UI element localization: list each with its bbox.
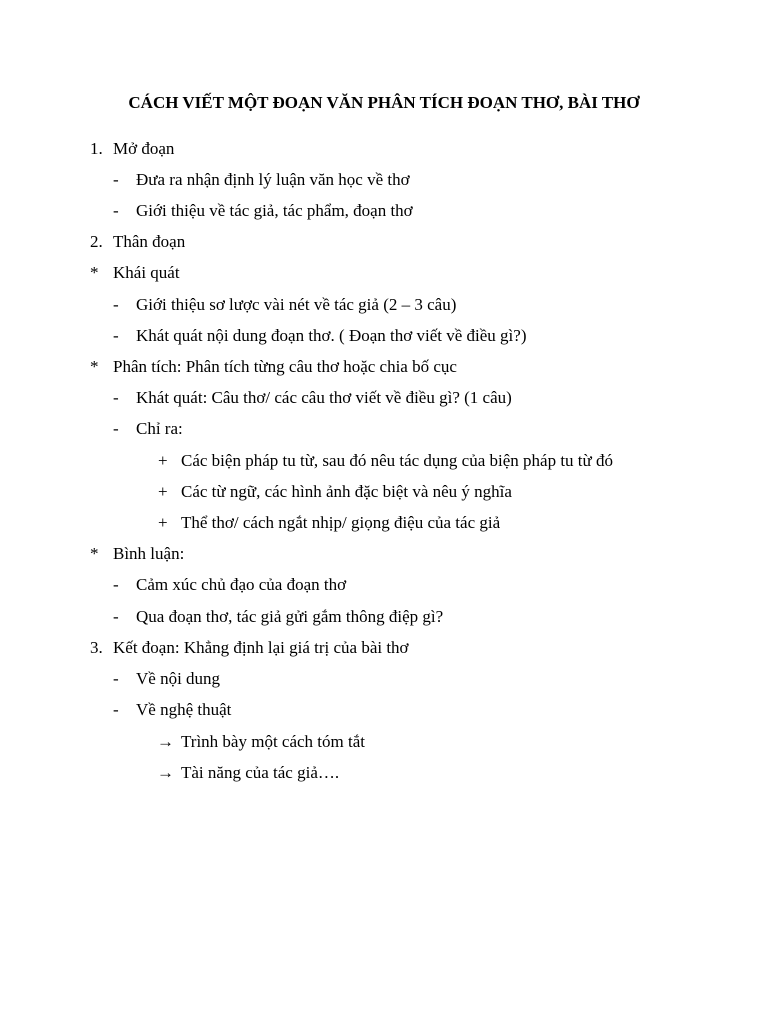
subheading-item: Phân tích: Phân tích từng câu thơ hoặc chia bố cục	[113, 357, 457, 376]
list-item: Khát quát: Câu thơ/ các câu thơ viết về điều gì? (1 câu)	[136, 388, 512, 407]
arrow-icon: →	[157, 732, 174, 751]
list-item: Giới thiệu về tác giả, tác phẩm, đoạn thơ	[136, 201, 413, 220]
heading-item: Mở đoạn	[113, 139, 175, 158]
list-marker: +	[158, 513, 168, 532]
list-marker: *	[90, 263, 99, 282]
list-item: Thể thơ/ cách ngắt nhịp/ giọng điệu của tác giả	[181, 513, 501, 532]
list-item: Trình bày một cách tóm tắt	[181, 732, 365, 751]
list-item: Các biện pháp tu từ, sau đó nêu tác dụng của biện pháp tu từ đó	[181, 451, 613, 470]
list-item: Tài năng của tác giả….	[181, 763, 340, 782]
list-marker: -	[113, 170, 119, 189]
list-marker: +	[158, 451, 168, 470]
subheading-item: Bình luận:	[113, 544, 185, 563]
list-marker: -	[113, 326, 119, 345]
list-marker: -	[113, 575, 119, 594]
list-item: Các từ ngữ, các hình ảnh đặc biệt và nêu ý nghĩa	[181, 482, 512, 501]
subheading-item: Khái quát	[113, 263, 180, 282]
list-marker: 1.	[90, 139, 103, 158]
list-marker: -	[113, 700, 119, 719]
list-item: Chỉ ra:	[136, 419, 183, 438]
list-item: Khát quát nội dung đoạn thơ. ( Đoạn thơ viết về điều gì?)	[136, 326, 527, 345]
list-item: Qua đoạn thơ, tác giả gửi gắm thông điệp gì?	[136, 607, 444, 626]
list-item: Giới thiệu sơ lược vài nét về tác giả (2 – 3 câu)	[136, 295, 457, 314]
list-item: Về nội dung	[136, 669, 221, 688]
list-marker: -	[113, 201, 119, 220]
list-marker: -	[113, 295, 119, 314]
list-item: Cảm xúc chủ đạo của đoạn thơ	[136, 575, 347, 594]
list-marker: +	[158, 482, 168, 501]
list-marker: -	[113, 669, 119, 688]
list-marker: -	[113, 388, 119, 407]
list-marker: -	[113, 607, 119, 626]
list-marker: *	[90, 544, 99, 563]
heading-item: Thân đoạn	[113, 232, 186, 251]
list-marker: *	[90, 357, 99, 376]
heading-item: Kết đoạn: Khẳng định lại giá trị của bài thơ	[113, 638, 409, 657]
document-title: CÁCH VIẾT MỘT ĐOẠN VĂN PHÂN TÍCH ĐOẠN THƠ, BÀI THƠ	[128, 93, 640, 112]
list-item: Về nghệ thuật	[136, 700, 232, 719]
list-marker: 2.	[90, 232, 103, 251]
list-marker: 3.	[90, 638, 103, 657]
list-marker: -	[113, 419, 119, 438]
arrow-icon: →	[157, 763, 174, 782]
list-item: Đưa ra nhận định lý luận văn học về thơ	[136, 170, 410, 189]
